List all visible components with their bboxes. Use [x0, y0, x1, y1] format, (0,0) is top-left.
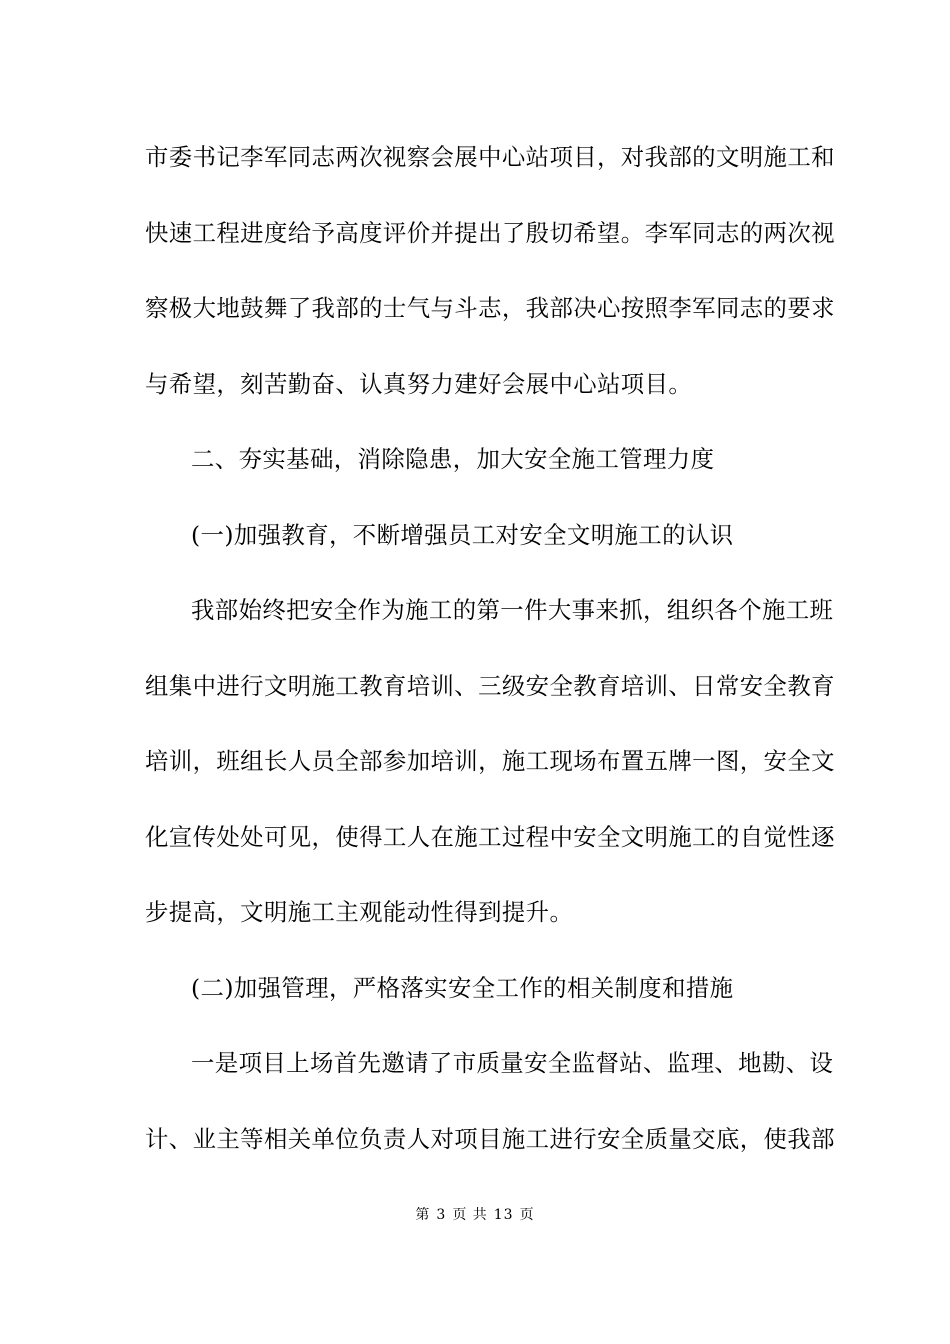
paragraph-line: 组集中进行文明施工教育培训、三级安全教育培训、日常安全教育 [145, 671, 835, 700]
paragraph-line: 培训，班组长人员全部参加培训，施工现场布置五牌一图，安全文 [145, 747, 835, 775]
subsection-heading: (二)加强管理，严格落实安全工作的相关制度和措施 [191, 973, 734, 1002]
paragraph-line: 我部始终把安全作为施工的第一件大事来抓，组织各个施工班 [191, 596, 834, 624]
paragraph-line: 与希望，刻苦勤奋、认真努力建好会展中心站项目。 [145, 369, 693, 398]
paragraph-line: 市委书记李军同志两次视察会展中心站项目，对我部的文明施工和 [145, 143, 835, 171]
paragraph-line: 快速工程进度给予高度评价并提出了殷切希望。李军同志的两次视 [145, 218, 835, 247]
page-label-suffix: 页 [519, 1207, 535, 1223]
body-text [145, 133, 835, 1190]
paragraph-line: 一是项目上场首先邀请了市质量安全监督站、监理、地勘、设 [191, 1049, 834, 1077]
total-pages-number: 13 [493, 1207, 514, 1223]
subsection-heading: (一)加强教育，不断增强员工对安全文明施工的认识 [191, 520, 734, 549]
page-label-prefix: 第 [415, 1207, 431, 1223]
paragraph-line: 化宣传处处可见，使得工人在施工过程中安全文明施工的自觉性逐 [145, 822, 835, 851]
page-label-mid: 页 共 [452, 1207, 488, 1223]
page-footer [0, 1205, 950, 1225]
paragraph-line: 计、业主等相关单位负责人对项目施工进行安全质量交底，使我部 [145, 1124, 835, 1153]
current-page-number: 3 [436, 1207, 447, 1223]
paragraph-line: 步提高，文明施工主观能动性得到提升。 [145, 898, 574, 926]
section-heading: 二、夯实基础，消除隐患，加大安全施工管理力度 [191, 445, 715, 473]
paragraph-line: 察极大地鼓舞了我部的士气与斗志，我部决心按照李军同志的要求 [145, 294, 835, 322]
